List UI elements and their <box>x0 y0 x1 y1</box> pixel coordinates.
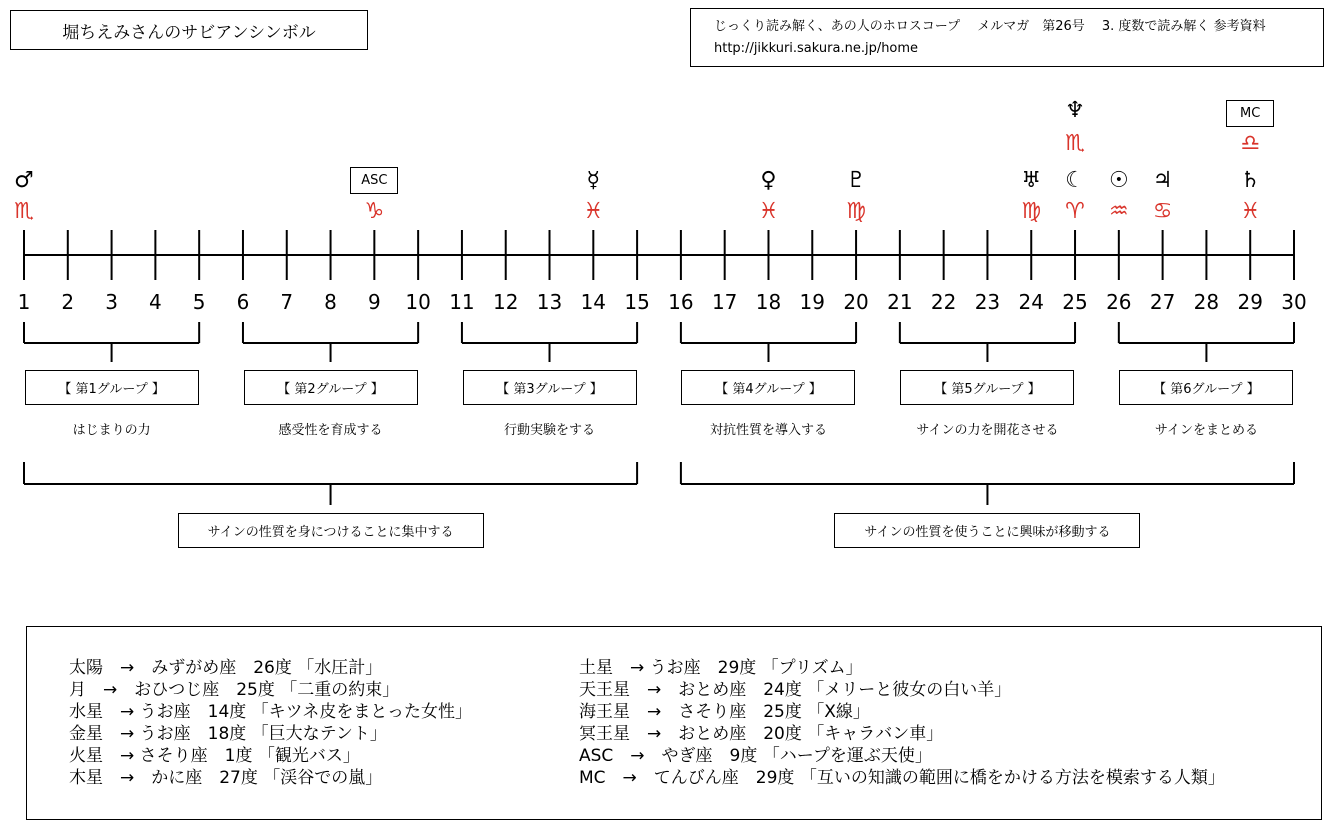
degree-label: 10 <box>405 290 431 314</box>
legend-right-column <box>579 657 1225 789</box>
legend-entry: 月 → おひつじ座 25度 「二重の約束」 <box>69 680 400 700</box>
legend-box <box>26 626 1322 820</box>
degree-label: 9 <box>367 290 381 314</box>
angle-label: MC <box>1226 100 1274 127</box>
group-label: 【 第3グループ 】 <box>463 370 637 405</box>
degree-label: 1 <box>17 290 31 314</box>
aries-icon: ♈ <box>1065 199 1085 224</box>
mars-icon: ♂ <box>14 168 34 193</box>
venus-icon: ♀ <box>760 168 777 193</box>
big-group-label: サインの性質を使うことに興味が移動する <box>834 513 1140 548</box>
degree-label: 6 <box>236 290 250 314</box>
legend-entry: 金星 → うお座 18度 「巨大なテント」 <box>69 724 387 744</box>
legend-entry: 木星 → かに座 27度 「渓谷での嵐」 <box>69 768 383 788</box>
virgo-icon: ♍ <box>846 199 866 224</box>
degree-label: 13 <box>536 290 563 314</box>
degree-label: 17 <box>711 290 738 314</box>
moon-icon: ☾ <box>1065 168 1085 193</box>
degree-label: 27 <box>1149 290 1176 314</box>
cancer-icon: ♋ <box>1152 199 1173 224</box>
group-description: サインをまとめる <box>1154 423 1258 438</box>
legend-entry: 太陽 → みずがめ座 26度 「水圧計」 <box>69 658 383 678</box>
mercury-icon: ☿ <box>586 168 601 193</box>
degree-label: 7 <box>280 290 294 314</box>
legend-entry: 冥王星 → おとめ座 20度 「キャラバン車」 <box>579 724 944 744</box>
big-group-label: サインの性質を身につけることに集中する <box>178 513 484 548</box>
degree-label: 8 <box>324 290 337 314</box>
group-label: 【 第4グループ 】 <box>681 370 855 405</box>
jupiter-icon: ♃ <box>1152 168 1173 193</box>
degree-label: 29 <box>1237 290 1263 314</box>
group-label: 【 第2グループ 】 <box>244 370 418 405</box>
group-label: 【 第6グループ 】 <box>1119 370 1293 405</box>
legend-entry: MC → てんびん座 29度 「互いの知識の範囲に橋をかける方法を模索する人類」 <box>579 768 1225 788</box>
degree-label: 15 <box>624 290 650 314</box>
scorpio-icon: ♏ <box>14 199 34 224</box>
degree-label: 21 <box>887 290 913 314</box>
legend-left-column <box>69 657 472 789</box>
angle-label: ASC <box>350 167 398 194</box>
libra-icon: ♎ <box>1240 131 1261 156</box>
group-description: 感受性を育成する <box>278 423 383 438</box>
chart-title: 堀ちえみさんのサビアンシンボル <box>10 10 368 50</box>
degree-label: 14 <box>580 290 607 314</box>
legend-entry: 天王星 → おとめ座 24度 「メリーと彼女の白い羊」 <box>579 680 1012 700</box>
group-label: 【 第5グループ 】 <box>900 370 1074 405</box>
degree-label: 18 <box>755 290 782 314</box>
degree-label: 2 <box>61 290 75 314</box>
legend-entry: ASC → やぎ座 9度 「ハープを運ぶ天使」 <box>579 746 932 766</box>
group-description: サインの力を開花させる <box>916 423 1059 438</box>
legend-entry: 水星 → うお座 14度 「キツネ皮をまとった女性」 <box>69 702 473 722</box>
pisces-icon: ♓ <box>758 199 779 224</box>
source-url: http://jikkuri.sakura.ne.jp/home <box>714 41 919 56</box>
degree-label: 25 <box>1062 290 1088 314</box>
degree-label: 19 <box>799 290 825 314</box>
degree-label: 11 <box>449 290 475 314</box>
degree-label: 4 <box>149 290 162 314</box>
degree-label: 16 <box>668 290 694 314</box>
degree-label: 12 <box>492 290 519 314</box>
uranus-icon: ♅ <box>1021 168 1042 193</box>
degree-label: 20 <box>843 290 869 314</box>
neptune-icon: ♆ <box>1065 98 1085 123</box>
capricorn-icon: ♑ <box>364 199 385 224</box>
group-description: 対抗性質を導入する <box>709 423 827 438</box>
virgo-icon: ♍ <box>1021 199 1042 224</box>
legend-entry: 土星 → うお座 29度 「プリズム」 <box>579 658 863 678</box>
degree-label: 30 <box>1281 290 1307 314</box>
legend-entry: 海王星 → さそり座 25度 「X線」 <box>579 702 870 722</box>
degree-label: 3 <box>105 290 118 314</box>
source-description: じっくり読み解く、あの人のホロスコープ メルマガ 第26号 3. 度数で読み解く 参考資料 <box>714 19 1266 34</box>
degree-label: 22 <box>930 290 957 314</box>
pisces-icon: ♓ <box>1240 199 1261 224</box>
saturn-icon: ♄ <box>1240 168 1261 193</box>
legend-entry: 火星 → さそり座 1度 「観光バス」 <box>69 746 360 766</box>
pluto-icon: ♇ <box>846 168 866 193</box>
degree-label: 5 <box>192 290 206 314</box>
degree-label: 26 <box>1106 290 1132 314</box>
pisces-icon: ♓ <box>583 199 604 224</box>
degree-label: 28 <box>1193 290 1220 314</box>
scorpio-icon: ♏ <box>1065 131 1085 156</box>
group-description: はじまりの力 <box>72 423 151 438</box>
degree-label: 24 <box>1018 290 1044 314</box>
group-label: 【 第1グループ 】 <box>25 370 199 405</box>
degree-label: 23 <box>974 290 1001 314</box>
group-description: 行動実験をする <box>504 423 596 438</box>
sun-icon: ☉ <box>1108 168 1129 193</box>
aquarius-icon: ♒ <box>1108 199 1129 224</box>
